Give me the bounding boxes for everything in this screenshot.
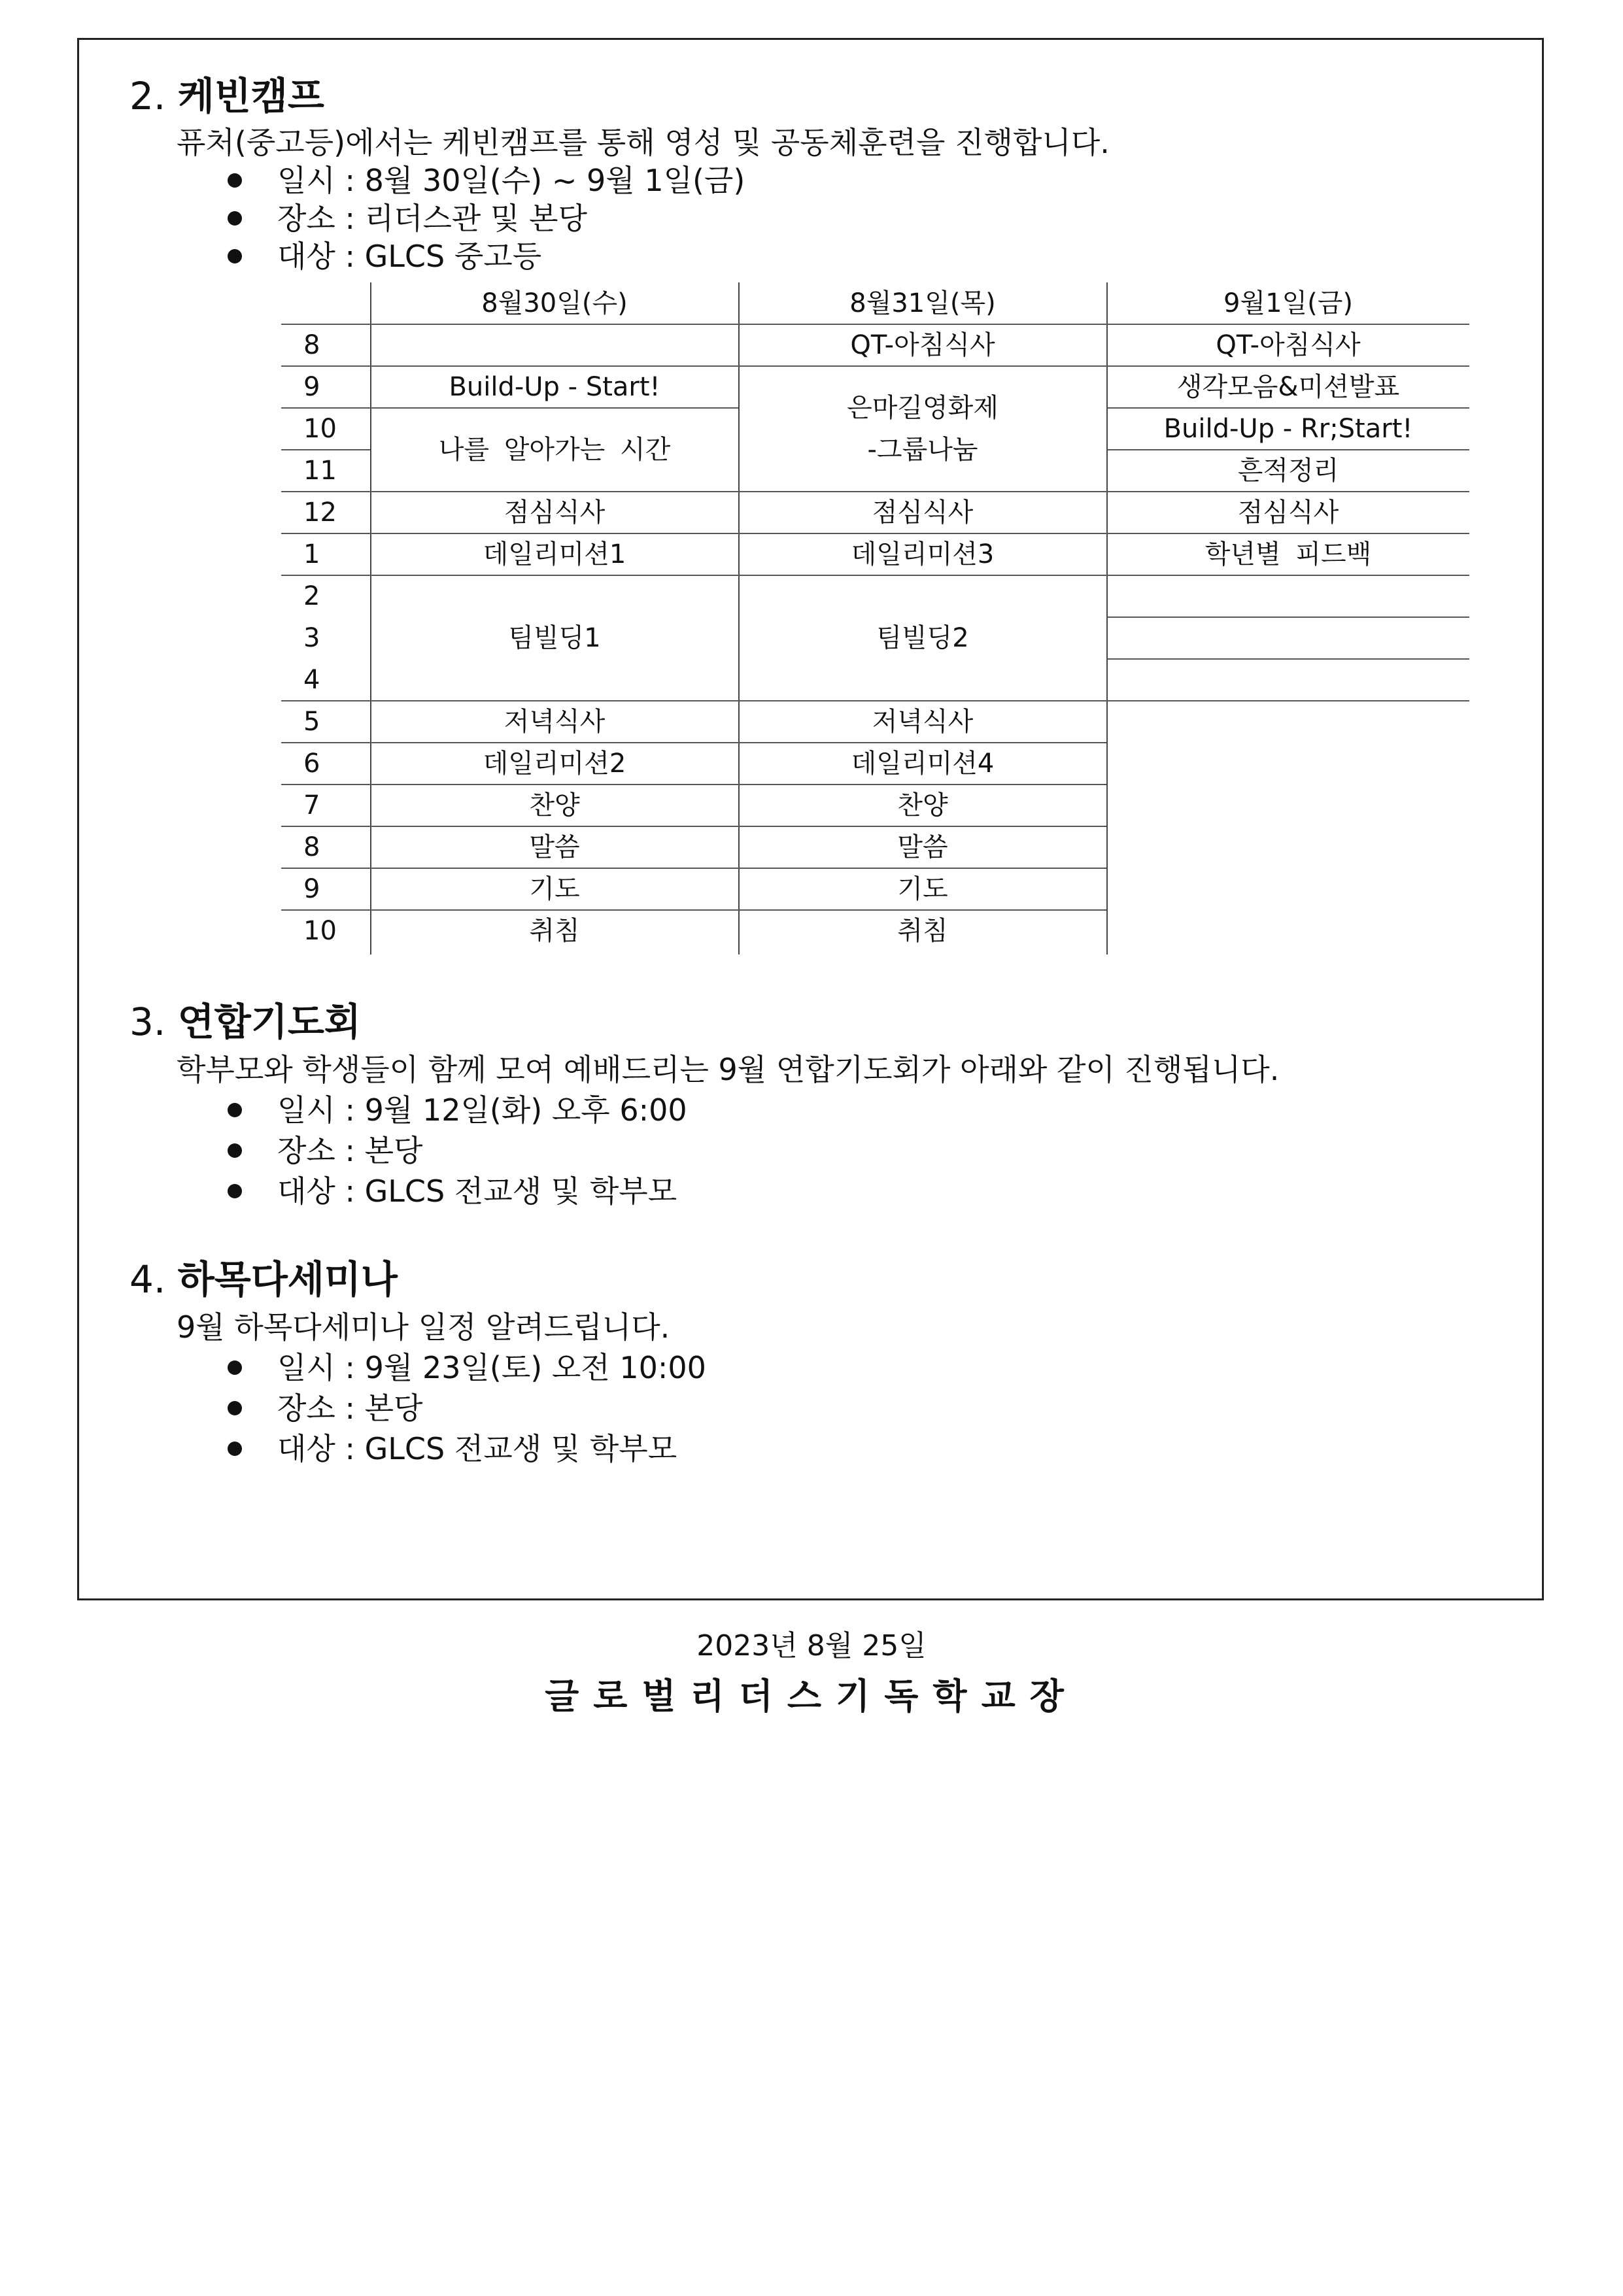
- issue-date: 2023년 8월 25일: [696, 1629, 927, 1663]
- hour-label: 8: [303, 832, 320, 862]
- day3-feedback: 학년별 피드백: [1204, 539, 1372, 569]
- day3-build-up: Build-Up - Rr;Start!: [1163, 414, 1413, 444]
- section-2-title: 2. 케빈캠프: [129, 74, 324, 118]
- section-4-title: 4. 하목다세미나: [129, 1257, 398, 1302]
- bullet-dot-icon: [228, 1442, 242, 1456]
- hour-label: 10: [303, 414, 337, 444]
- hour-label: 7: [303, 790, 320, 820]
- school-signature: 글로벌리더스기독학교장: [545, 1676, 1078, 1717]
- day2-qt-breakfast: QT-아침식사: [850, 330, 995, 360]
- day2-word: 말씀: [897, 832, 948, 862]
- hour-label: 1: [303, 539, 320, 569]
- day3-lunch: 점심식사: [1237, 498, 1339, 528]
- day3-qt-breakfast: QT-아침식사: [1216, 330, 1361, 360]
- day2-sleep: 취침: [897, 916, 948, 946]
- day2-dinner: 저녁식사: [872, 707, 974, 737]
- section-3-title: 3. 연합기도회: [129, 1000, 361, 1044]
- bullet-dot-icon: [228, 249, 242, 263]
- day1-praise: 찬양: [529, 790, 580, 820]
- hour-label: 5: [303, 707, 320, 737]
- bullet-dot-icon: [228, 1401, 242, 1415]
- day1-self-discovery: 나를 알아가는 시간: [438, 435, 671, 465]
- hour-label: 9: [303, 372, 320, 402]
- hour-label: 8: [303, 330, 320, 360]
- day2-lunch: 점심식사: [872, 498, 974, 528]
- day1-prayer: 기도: [529, 874, 580, 904]
- day2-mission-2: 데일리미션4: [851, 749, 995, 779]
- day2-mission: 데일리미션3: [851, 539, 995, 569]
- hour-label: 6: [303, 749, 320, 779]
- section-4-intro: 9월 하목다세미나 일정 알려드립니다.: [177, 1309, 670, 1345]
- day1-team-building: 팀빌딩1: [508, 623, 601, 653]
- bullet-dot-icon: [228, 211, 242, 226]
- hour-label: 3: [303, 623, 320, 653]
- day2-prayer: 기도: [897, 874, 948, 904]
- hour-label: 12: [303, 498, 337, 528]
- hour-label: 4: [303, 665, 320, 695]
- day1-mission: 데일리미션1: [483, 539, 626, 569]
- day1-word: 말씀: [529, 832, 580, 862]
- hour-label: 2: [303, 581, 320, 611]
- section-3-intro: 학부모와 학생들이 함께 모여 예배드리는 9월 연합기도회가 아래와 같이 진행됩니다.: [177, 1052, 1280, 1087]
- day3-ideas-mission: 생각모음&미션발표: [1176, 372, 1400, 402]
- day1-dinner: 저녁식사: [504, 707, 606, 737]
- day3-trace-cleanup: 흔적정리: [1237, 456, 1339, 486]
- day1-mission-2: 데일리미션2: [483, 749, 626, 779]
- bullet-dot-icon: [228, 1360, 242, 1375]
- header-day-2: 8월31일(목): [849, 288, 996, 318]
- day2-film-festival: 은마길영화제 -그룹나눔: [847, 393, 999, 465]
- bullet-dot-icon: [228, 1184, 242, 1198]
- day1-sleep: 취침: [529, 916, 580, 946]
- bullet-dot-icon: [228, 1143, 242, 1158]
- day1-lunch: 점심식사: [504, 498, 606, 528]
- header-day-1: 8월30일(수): [481, 288, 628, 318]
- bullet-dot-icon: [228, 173, 242, 188]
- bullet-dot-icon: [228, 1103, 242, 1117]
- header-day-3: 9월1일(금): [1223, 288, 1354, 318]
- hour-label: 11: [303, 456, 337, 486]
- camp-schedule-table: [281, 282, 1469, 954]
- hour-label: 10: [303, 916, 337, 946]
- hour-label: 9: [303, 874, 320, 904]
- day1-build-up: Build-Up - Start!: [449, 372, 660, 402]
- section-2-intro: 퓨처(중고등)에서는 케빈캠프를 통해 영성 및 공동체훈련을 진행합니다.: [177, 125, 1110, 160]
- day2-team-building: 팀빌딩2: [876, 623, 969, 653]
- day2-praise: 찬양: [897, 790, 948, 820]
